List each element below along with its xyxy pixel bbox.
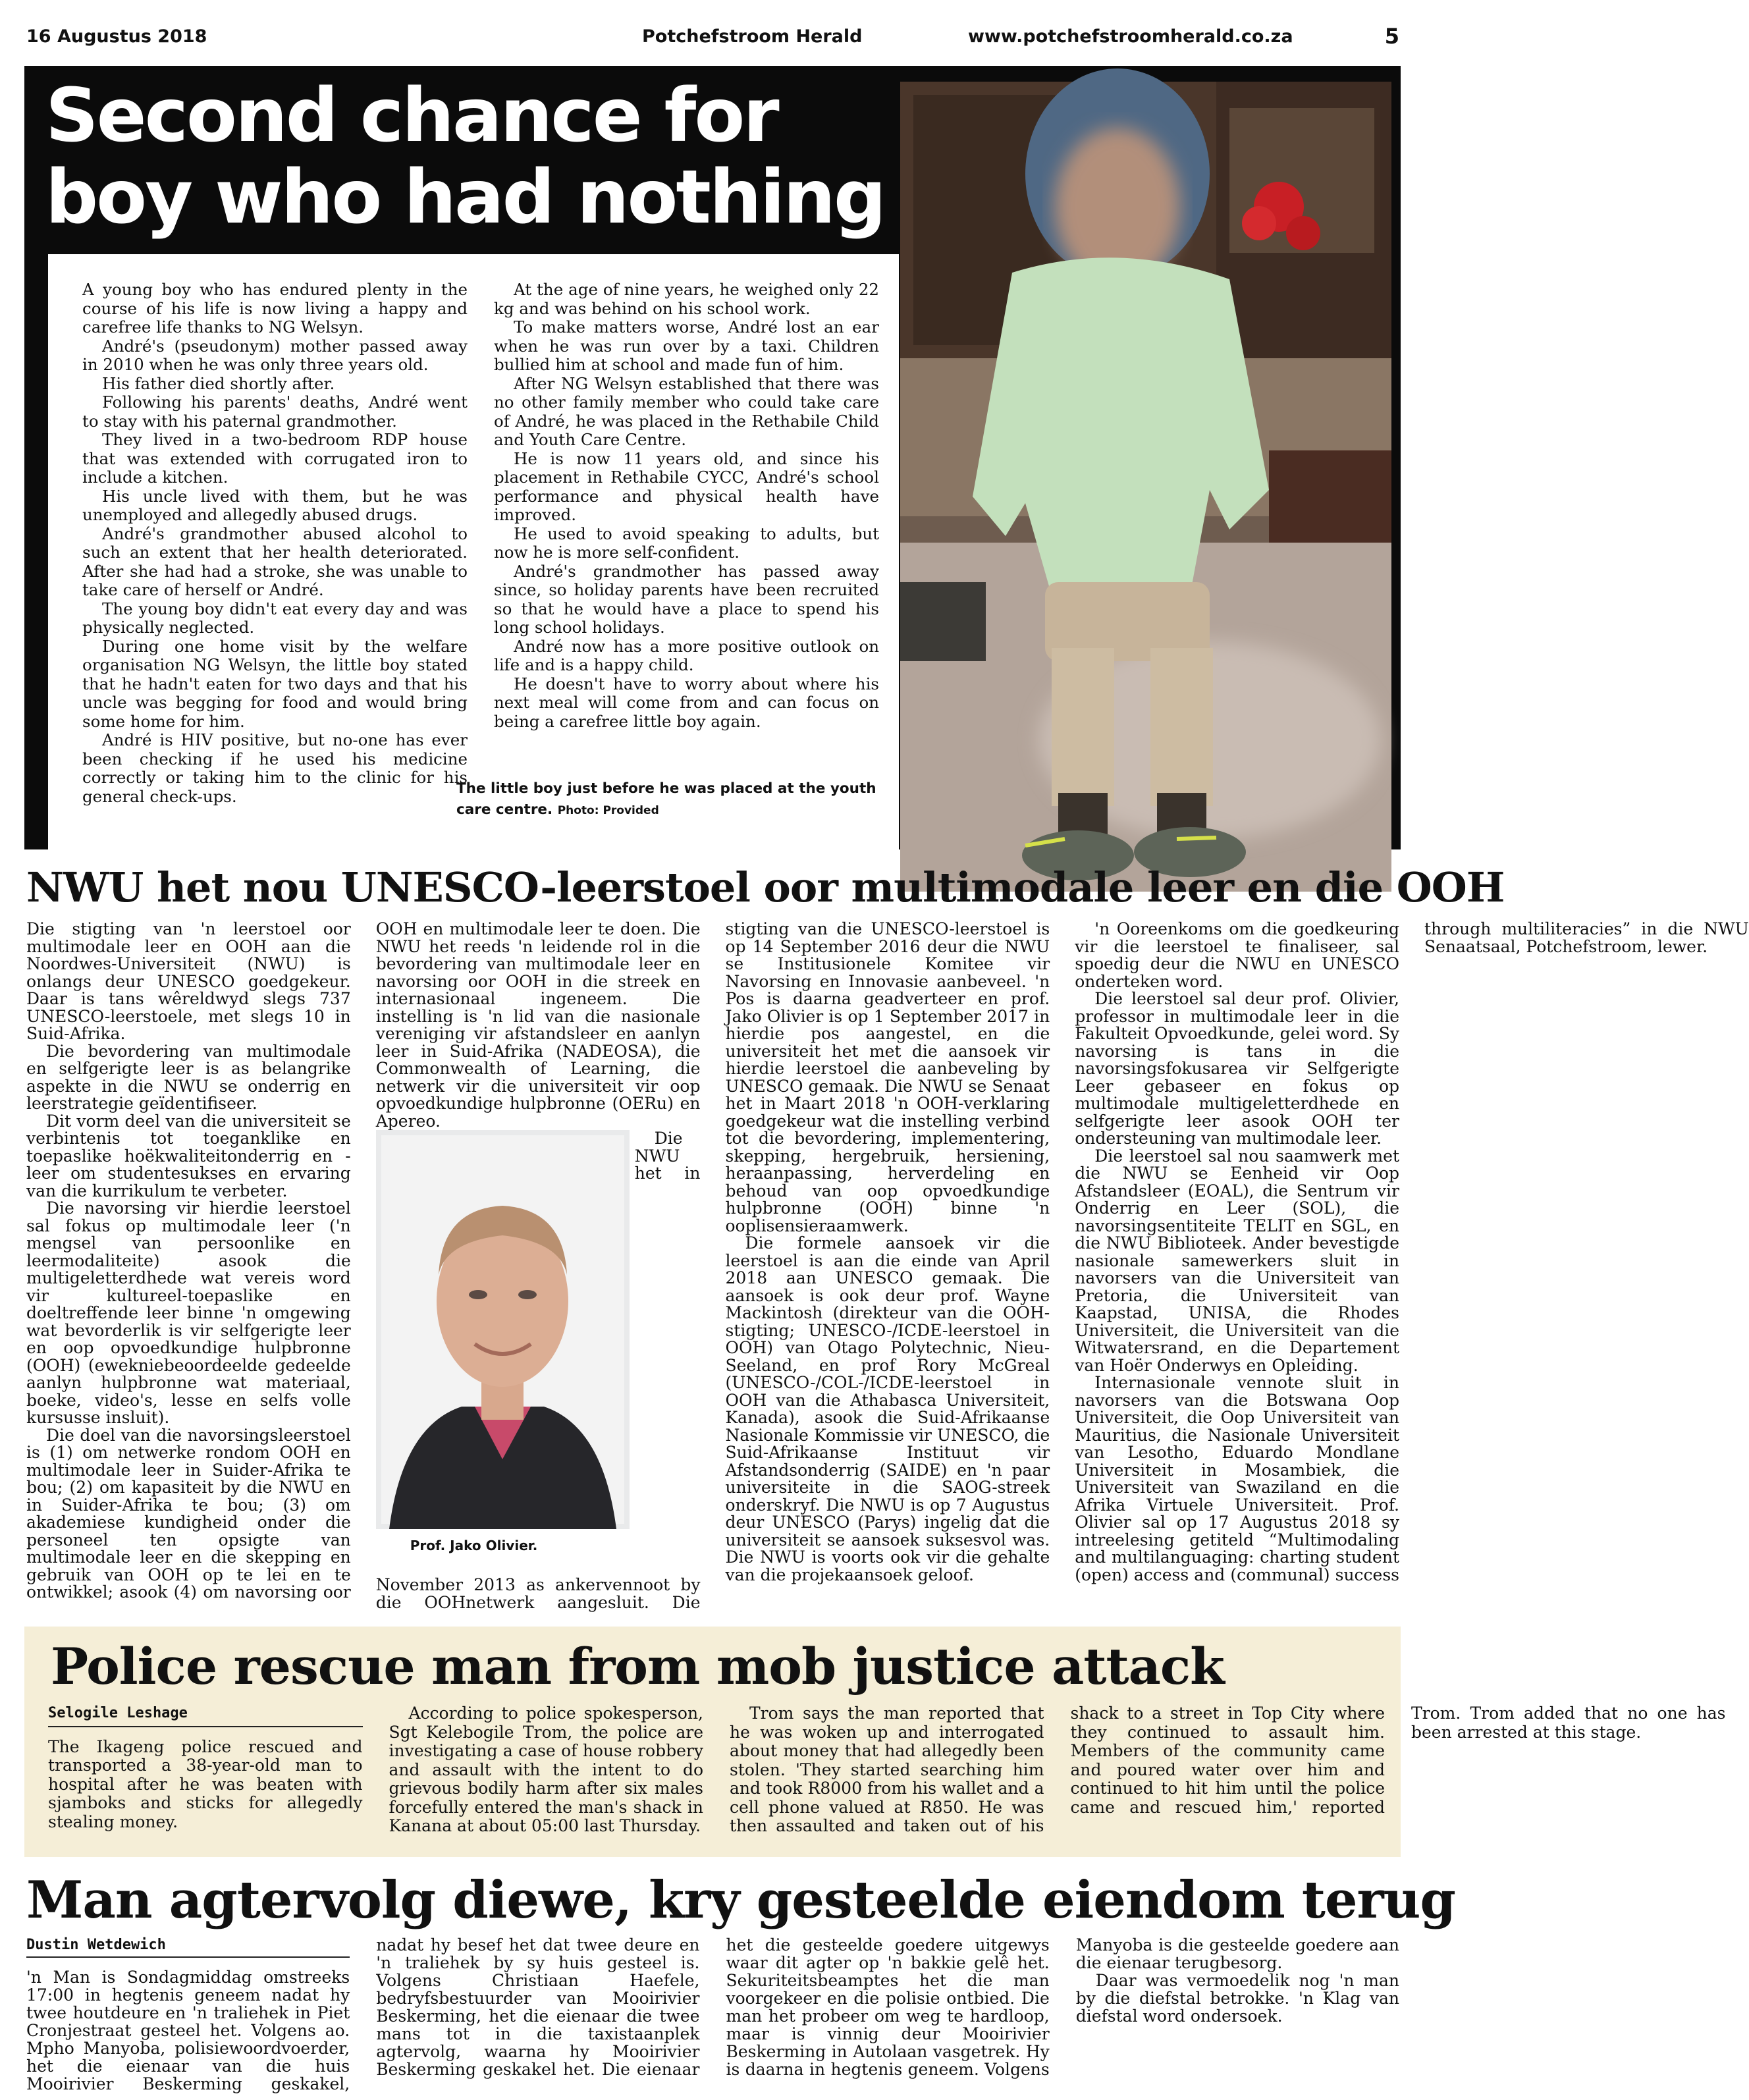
professor-portrait: [376, 1130, 630, 1529]
story1-paragraph: A young boy who has endured plenty in the course of his life is now living a happy and carefree life thanks to NG Welsyn.: [82, 280, 468, 337]
story2-paragraph: Die leerstoel sal deur prof. Olivier, professor in multimodale leer in die Fakulteit Opvoedkunde, gelei word. Sy navorsing is tans in die navorsingsfokusarea vir Selfgerigte Leer gebaseer en fokus op multimodale multigeletterdhede en selfgerigte leer asook OOH ter ondersteuning van multimodale leer.: [1075, 989, 1399, 1148]
story3-byline: Selogile Leshage: [48, 1704, 363, 1727]
masthead-url[interactable]: www.potchefstroomherald.co.za: [968, 26, 1293, 47]
story3-paragraph: According to police spokesperson, Sgt Kelebogile Trom, the police are investigating a case of house robbery and assault with the intent to do grievous bodily harm after six males forcefully entered the man's shack in Kanana at about 05:00 last Thursday.: [389, 1704, 703, 1835]
story-second-chance: [24, 66, 1401, 849]
story1-paragraph: André's grandmother abused alcohol to such an extent that her health deteriorated. After she had had a stroke, she was unable to take care of herself or André.: [82, 524, 468, 599]
story2-paragraph: 'n Ooreenkoms om die goedkeuring vir die leerstoel te finaliseer, sal spoedig deur die NWU en UNESCO onderteken word.: [1075, 919, 1399, 991]
professor-photo-block: [376, 1130, 630, 1571]
story4-headline: Man agtervolg diewe, kry gesteelde eiendom terug: [26, 1870, 1455, 1930]
story1-paragraph: He doesn't have to worry about where his next meal will come from and can focus on being a carefree little boy again.: [494, 674, 879, 731]
story1-paragraph: He used to avoid speaking to adults, but now he is more self-confident.: [494, 524, 879, 562]
story4-byline: Dustin Wetdewich: [26, 1936, 350, 1958]
story1-body: [82, 281, 879, 807]
story4-paragraph: Daar was vermoedelik nog 'n man by die diefstal betrokke. 'n Klag van diefstal word ondersoek.: [1075, 1971, 1399, 2026]
story2-paragraph: Die stigting van 'n leerstoel oor multimodale leer en OOH aan die Noordwes-Universiteit (NWU) is onlangs deur UNESCO goedgekeur. Daar is tans wêreldwyd slegs 737 UNESCO-leerstoele, met slegs 10 in Suid-Afrika.: [26, 919, 351, 1043]
story2-paragraph: Die navorsing vir hierdie leerstoel sal fokus op multimodale leer ('n mengsel van persoonlike en leermodaliteite) asook die multigeletterdhede wat vereis word vir kultureel-toepaslike en doeltreffende leer binne 'n omgewing wat bevorderlik is vir selfgerigte leer en oop opvoedkundige hulpbronne (OOH) (ewekniebeoordeelde gedeelde aanlyn hulpbronne wat materiaal, boeke, video's, lesse en selfs volle kursusse insluit).: [26, 1198, 351, 1427]
story1-paragraph: His uncle lived with them, but he was unemployed and allegedly abused drugs.: [82, 486, 468, 524]
story2-paragraph: Die NWU het in November 2013 as ankervennoot by die OOHnetwerk aangesluit. Die stigting van die UNESCO-leerstoel is op 14 September 2016 deur die NWU se Institusionele Komitee vir Navorsing en Innovasie aanbeveel. 'n Pos is daarna geadverteer en prof. Jako Olivier is op 1 September 2017 in hierdie pos aangestel, en die universiteit het met die aansoek vir hierdie leerstoel die aanbeveling by UNESCO gemaak. Die NWU se Senaat het in Maart 2018 'n OOH-verklaring goedgekeur wat die instelling verbind tot die bevordering, implementering, skepping, hergebruik, hersiening, heraanpassing, herverdeling en behoud van oop opvoedkundige hulpbronne (OOH) binne 'n ooplisensieraamwerk.: [375, 919, 1050, 1612]
story1-paragraph: André's (pseudonym) mother passed away in 2010 when he was only three years old.: [82, 336, 468, 374]
story2-paragraph: Die formele aansoek vir die leerstoel is aan die einde van April 2018 aan UNESCO gemaak. Die aansoek is ook deur prof. Wayne Mackintosh (direkteur van die OOH-stigting; UNESCO-/ICDE-leerstoel in OOH) van Otago Polytechnic, Nieu-Seeland, en prof Rory McGreal (UNESCO-/COL-/ICDE-leerstoel in OOH van die Athabasca Universiteit, Kanada), asook die Suid-Afrikaanse Nasionale Kommissie vir UNESCO, die Suid-Afrikaanse Instituut vir Afstandsonderrig (SAIDE) en 'n paar universiteite in die SAOG-streek onderskryf. Die NWU is op 7 Augustus deur UNESCO (Parys) ingelig dat die universiteit se aansoek suksesvol was. Die NWU is voorts ook vir die gehalte van die projekaansoek geloof.: [725, 1233, 1050, 1584]
story3-body: [48, 1704, 1726, 1849]
story1-paragraph: He is now 11 years old, and since his placement in Rethabile CYCC, André's school performance and physical health have improved.: [494, 448, 879, 524]
boy-photo-illustration: [900, 82, 1391, 892]
story1-paragraph: At the age of nine years, he weighed only 22 kg and was behind on his school work.: [494, 280, 879, 318]
story1-text-box: [48, 254, 899, 889]
story1-paragraph: To make matters worse, André lost an ear when he was run over by a taxi. Children bullied him at school and made fun of him.: [494, 317, 879, 374]
professor-photo: [376, 1130, 630, 1529]
masthead: [26, 24, 1399, 50]
story-police-rescue: [24, 1627, 1726, 1857]
caption-text: The little boy just before he was placed at the youth care centre.: [456, 780, 876, 818]
story1-paragraph: André's grandmother has passed away since, so holiday parents have been recruited so that he would have a place to spend his long school holidays.: [494, 561, 879, 637]
story1-paragraph: André now has a more positive outlook on life and is a happy child.: [494, 636, 879, 674]
story1-paragraph: His father died shortly after.: [102, 373, 335, 393]
professor-photo-caption: Prof. Jako Olivier.: [410, 1538, 538, 1553]
boy-photo: [900, 82, 1391, 892]
masthead-paper-name: Potchefstroom Herald: [642, 26, 863, 47]
story1-paragraph: André is HIV positive, but no-one has ever been checking if he used his medicine correctly or taking him to the clinic for his general check-ups.: [82, 730, 468, 806]
story1-paragraph: The young boy didn't eat every day and was physically neglected.: [82, 599, 468, 637]
story2-paragraph: Die bevordering van multimodale en selfgerigte leer is as belangrike aspekte in die NWU se onderrig en leerstrategie geïdentifiseer.: [26, 1041, 351, 1113]
story1-paragraph: During one home visit by the welfare organisation NG Welsyn, the little boy stated that he hadn't eaten for two days and that his uncle was begging for food and would bring some home for him.: [82, 636, 468, 731]
story1-paragraph: After NG Welsyn established that there was no other family member who could take care of André, he was placed in the Rethabile Child and Youth Care Centre.: [494, 373, 879, 449]
photo-credit: Photo: Provided: [557, 804, 659, 817]
page-number: 5: [1384, 24, 1399, 49]
story1-paragraph: They lived in a two-bedroom RDP house that was extended with corrugated iron to include a kitchen.: [82, 430, 468, 487]
story2-body: [26, 919, 1749, 1617]
story2-paragraph: Die leerstoel sal nou saamwerk met die NWU se Eenheid vir Oop Afstandsleer (EOAL), die Sentrum vir Onderrig en Leer (SOL), die navorsingsentiteite TELIT en SGL, en die NWU Biblioteek. Ander bevestigde nasionale samewerkers sluit in navorsers van die Universiteit van Pretoria, die Universiteit van Kaapstad, UNISA, die Rhodes Universiteit, die Universiteit van die Witwatersrand, en die Departement van Hoër Onderwys en Opleiding.: [1075, 1146, 1399, 1375]
story3-paragraph: The Ikageng police rescued and transported a 38-year-old man to hospital after he was beaten with sjamboks and sticks for allegedly stealing money.: [48, 1737, 363, 1831]
story1-photo-caption: [456, 778, 878, 821]
story3-paragraph: Trom says the man reported that he was woken up and interrogated about money that had allegedly been stolen. 'They started searching him and took R8000 from his wallet and a cell phone valued at R850. He was then assaulted and taken out of his shack to a street in Top City where they continued to assault him. Members of the community came and poured water over him and continued to hit him until the police came and rescued him,' reported Trom. Trom added that no one has been arrested at this stage.: [730, 1704, 1726, 1835]
story4-body: [26, 1936, 1399, 2093]
story2-paragraph: Internasionale vennote sluit in navorsers van die Botswana Oop Universiteit, die Oop Universiteit van Mauritius, die Nasionale Universiteit van Lesotho, Eduardo Mondlane Universiteit in Mosambiek, die Universiteit van Swaziland en die Afrika Virtuele Universiteit. Prof. Olivier sal op 17 Augustus 2018 sy intreelesing getiteld “Multimodaling and multilanguaging: charting student (open) access and (communal) success through multiliteracies” in die NWU Senaatsaal, Potchefstroom, lewer.: [1075, 919, 1749, 1584]
story2-paragraph: Die doel van die navorsingsleerstoel is (1) om netwerke rondom OOH en multimodale leer in Suider-Afrika te bou; (2) om kapasiteit by die NWU en in Suider-Afrika te bou; (3) om akademiese kundigheid onder die personeel ten opsigte van multimodale leer en die skepping en gebruik van OOH op te lei en te ontwikkel; asook (4) om navorsing oor OOH en multimodale leer te doen. Die NWU het reeds 'n leidende rol in die bevordering van multimodale leer en navorsing oor OOH in die streek en internasionaal ingeneem. Die instelling is 'n lid van die nasionale vereniging vir afstandsleer en aanlyn leer in Suid-Afrika (NADEOSA), die Commonwealth of Learning, die netwerk vir die universiteit vir oop opvoedkundige hulpbronne (OERu) en Apereo.: [26, 919, 701, 1602]
story1-paragraph: Following his parents' deaths, André went to stay with his paternal grandmother.: [82, 392, 468, 431]
story2-headline: NWU het nou UNESCO-leerstoel oor multimodale leer en die OOH: [26, 863, 1505, 911]
story1-headline: Second chance for boy who had nothing: [45, 73, 884, 240]
masthead-date: 16 Augustus 2018: [26, 26, 207, 47]
story3-headline: Police rescue man from mob justice attack: [51, 1637, 1224, 1696]
story4-paragraph: 'n Man is Sondagmiddag omstreeks 17:00 in hegtenis geneem nadat hy twee houtdeure en 'n traliehek in Piet Cronjestraat gesteel het. Volgens ao. Mpho Manyoba, polisiewoordvoerder, het die eienaar van die huis Mooirivier Beskerming geskakel, nadat hy besef het dat twee deure en 'n traliehek by sy huis gesteel is. Volgens Christiaan Haefele, bedryfsbestuurder van Mooirivier Beskerming, het die eienaar die twee mans tot in die taxistaanplek agtervolg, waarna hy Mooirivier Beskerming geskakel het. Die eienaar het die gesteelde goedere uitgewys waar dit agter op 'n bakkie gelê het. Sekuriteitsbeamptes het die man voorgekeer en die polisie ontbied. Die man het probeer om weg te hardloop, maar is vinnig deur Mooirivier Beskerming in Autolaan vasgetrek. Hy is daarna in hegtenis geneem. Volgens Manyoba is die gesteelde goedere aan die eienaar terugbesorg.: [26, 1935, 1399, 2093]
story2-paragraph: Dit vorm deel van die universiteit se verbintenis tot toeganklike en toepaslike hoëkwaliteitonderrig en -leer om studentesukses en ervaring van die kurrikulum te verbeter.: [26, 1111, 351, 1200]
